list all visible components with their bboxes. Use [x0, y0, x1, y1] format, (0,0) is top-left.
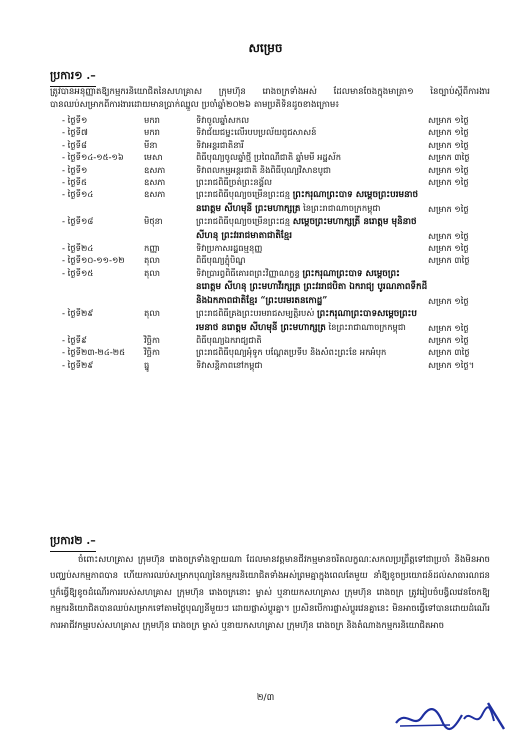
holiday-date: - ថ្ងៃទី១	[62, 164, 88, 175]
holiday-description	[196, 176, 428, 188]
holiday-month: មករា	[144, 115, 160, 125]
holiday-date: - ថ្ងៃទី៧	[62, 127, 88, 138]
holiday-leave-days: សម្រាក ១ថ្ងៃ	[428, 139, 469, 150]
article-2-text: ចំពោះសហគ្រាស ក្រុមហ៊ុន រោងចក្រទាំងឡាយណា ដែលមានវត្តមានជីវកម្មមានចរិតលក្ខណៈសកលប្រព្រឹត្តទៅជាប្រចាំ និងមិនអាចបញ្ឈប់សកម្មភាពបាន ហើយការឈប់សម្រាកបុណ្យនៃកម្មករនិយោជិតទាំងអស់ព្រមគ្នាក្នុងពេលតែមួយ នាំឱ្យខូចប្រយោជន៍ដល់សាធារណជន ឬក៏ធ្វើឱ្យខូចដំណើរការរបស់សហគ្រាស ក្រុមហ៊ុន រោងចក្រនោះ ម្ចាស់ ឬនាយកសហគ្រាស ក្រុមហ៊ុន រោងចក្រ ត្រូវរៀបចំបង្វិលវេនចែកឱ្យកម្មករនិយោជិតបានឈប់សម្រាកទៅតាមថ្ងៃបុណ្យនីមួយៗ ដោយផ្លាស់ប្តូរគ្នា។ ប្រសិនបើការផ្លាស់ប្តូរវេនគ្នានេះ មិនអាចធ្វើទៅបានដោយដំណើរការអាជីវកម្មរបស់សហគ្រាស ក្រុមហ៊ុន រោងចក្រ ម្ចាស់ ឬនាយកសហគ្រាស ក្រុមហ៊ុន រោងចក្រ និងតំណាងកម្មករនិយោជិតអាច	[50, 555, 490, 631]
holiday-leave-days: សម្រាក ១ថ្ងៃ	[428, 164, 469, 175]
holiday-row	[62, 359, 492, 371]
holiday-month: មីនា	[144, 139, 158, 150]
holiday-description	[196, 126, 428, 138]
page-number: ២/៣	[256, 693, 275, 703]
holiday-date: - ថ្ងៃទី៨	[62, 139, 87, 150]
holiday-description	[196, 346, 428, 358]
holiday-month: តុលា	[144, 255, 160, 266]
holiday-leave-days: សម្រាក ១ថ្ងៃ	[428, 295, 469, 306]
holiday-month: ឧសភា	[144, 177, 166, 188]
holiday-leave-days: សម្រាក ១ថ្ងៃ	[428, 322, 469, 333]
signature-mark	[392, 699, 507, 733]
document-title: សម្រេច	[248, 41, 283, 55]
holiday-description	[196, 359, 428, 371]
holiday-row	[62, 346, 492, 358]
holiday-description	[196, 242, 428, 254]
holiday-row	[62, 307, 492, 334]
holiday-leave-days: សម្រាក ១ថ្ងៃ	[428, 243, 469, 254]
holiday-month: តុលា	[144, 308, 160, 319]
holiday-row	[62, 254, 492, 266]
holiday-month: វិច្ឆិកា	[144, 347, 160, 358]
holiday-description-text: ពិធីបុណ្យឯករាជ្យជាតិ	[196, 334, 262, 345]
holiday-date: - ថ្ងៃទី១៨	[62, 216, 94, 227]
holiday-month: មេសា	[144, 152, 163, 163]
holiday-description	[196, 139, 428, 151]
holiday-description-text: ពិធីបុណ្យភ្ជុំបិណ្ឌ	[196, 255, 246, 266]
holiday-leave-days: សម្រាក ៣ថ្ងៃ	[428, 152, 470, 163]
holiday-month: ធ្នូ	[144, 359, 150, 370]
holiday-description-text: ទិវាចូលឆ្នាំសកល	[196, 115, 250, 125]
holiday-description-text: ទិវាអន្តរជាតិនារី	[196, 139, 244, 150]
article-2-heading: ប្រការ២ .–	[50, 534, 96, 550]
article-1-heading: ប្រការ១ .–	[50, 69, 96, 85]
holiday-month: តុលា	[144, 267, 160, 278]
holiday-date: - ថ្ងៃទី២៩	[62, 308, 94, 319]
holiday-description-text: ទិវាសន្តិភាពនៅកម្ពុជា	[196, 359, 263, 370]
holiday-description	[196, 267, 428, 307]
holiday-row	[62, 334, 492, 346]
article-1-intro: ត្រូវបានអនុញ្ញាតឱ្យកម្មករនិយោជិតនៃសហគ្រាស ក្រុមហ៊ុន រោងចក្រទាំងអស់ ដែលមានចែងក្នុងមាត្រា១ នៃច្បាប់ស្តីពីការងារ បានឈប់សម្រាកពីការងារដោយមានប្រាក់ឈ្នួល ប្រចាំឆ្នាំ២០២៦ តាមប្រតិទិនដូចខាងក្រោម៖	[50, 87, 490, 110]
holiday-row	[62, 176, 492, 188]
holiday-description	[196, 114, 428, 126]
holiday-description-text: ទិវាប្រារព្ធពិធីគោរពព្រះវិញ្ញាណក្ខន្ធ	[196, 267, 303, 278]
holiday-month: វិច្ឆិកា	[144, 334, 160, 345]
holiday-leave-days: សម្រាក ១ថ្ងៃ	[428, 127, 469, 138]
holiday-leave-days: សម្រាក ១ថ្ងៃ	[428, 115, 469, 125]
holiday-description	[196, 164, 428, 176]
holiday-date: - ថ្ងៃទី២៤	[62, 243, 94, 254]
holiday-description-text: ព្រះរាជពិធីបុណ្យអុំទូក បណ្តែតប្រទីប និងសំពះព្រះខែ អកអំបុក	[196, 347, 387, 358]
holiday-date: - ថ្ងៃទី១៥	[62, 267, 94, 278]
holiday-royal-name: ព្រះករុណាព្រះបាទ សម្តេចព្រះបរមនាថ នរោត្តម សីហមុនី ព្រះមហាក្សត្រ	[196, 190, 419, 214]
holiday-description-text: ព្រះរាជពិធីបុណ្យចម្រើនព្រះជន្ម	[196, 216, 293, 227]
holiday-month: ឧសភា	[144, 189, 166, 200]
holiday-month: មិថុនា	[144, 216, 163, 227]
holiday-row	[62, 215, 492, 242]
holiday-description-text: ព្រះរាជពិធីបុណ្យចម្រើនព្រះជន្ម	[196, 189, 293, 200]
holiday-row	[62, 114, 492, 126]
holiday-date: - ថ្ងៃទី១	[62, 115, 88, 125]
holiday-row	[62, 126, 492, 138]
holiday-row	[62, 151, 492, 163]
holiday-description-text: ទិវាប្រកាសរដ្ឋធម្មនុញ្ញ	[196, 243, 263, 254]
holiday-row	[62, 188, 492, 215]
holiday-leave-days: សម្រាក ១ថ្ងៃ	[428, 177, 469, 188]
holiday-row	[62, 139, 492, 151]
holiday-description-text: ព្រះរាជពិធីច្រត់ព្រះនង្គ័ល	[196, 177, 272, 188]
holiday-description-text: ទិវាជ័យជម្នះលើរបបប្រល័យពូជសាសន៍	[196, 127, 317, 138]
holiday-leave-days: សម្រាក ៣ថ្ងៃ	[428, 255, 470, 266]
holiday-description	[196, 151, 428, 163]
holiday-leave-days: សម្រាក ១ថ្ងៃ	[428, 203, 469, 214]
holiday-description-tail: នៃព្រះរាជាណាចក្រកម្ពុជា	[325, 321, 406, 332]
holiday-description-text: ទិវាពលកម្មអន្តរជាតិ និងពិធីបុណ្យវិសាខបូជា	[196, 164, 331, 175]
holiday-leave-days: សម្រាក ១ថ្ងៃ	[428, 230, 469, 241]
holiday-description	[196, 188, 428, 215]
holiday-description	[196, 215, 428, 242]
holiday-description	[196, 307, 428, 334]
holiday-description-tail: នៃព្រះរាជាណាចក្រកម្ពុជា	[300, 202, 381, 213]
holiday-leave-days: សម្រាក ៣ថ្ងៃ	[428, 347, 470, 358]
holiday-month: ឧសភា	[144, 164, 166, 175]
holiday-royal-name: ព្រះករុណាព្រះបាទ សម្តេចព្រះ នរោត្តម សីហនុ ព្រះមហាវីរក្សត្រ ព្រះវររាជបិតា ឯករាជ្យ បូរណភាពទឹកដី និងឯកភាពជាតិខ្មែរ “ព្រះបរមរតនកោដ្ឋ”	[196, 268, 428, 306]
holiday-date: - ថ្ងៃទី៥	[62, 177, 87, 188]
holiday-description	[196, 334, 428, 346]
holiday-date: - ថ្ងៃទី២៣-២៤-២៥	[62, 347, 126, 358]
holiday-date: - ថ្ងៃទី៩	[62, 334, 87, 345]
holiday-leave-days: សម្រាក ១ថ្ងៃ	[428, 334, 469, 345]
holiday-royal-name: ព្រះករុណាព្រះបាទសម្តេចព្រះបរមនាថ នរោត្តម សីហមុនី ព្រះមហាក្សត្រ	[196, 309, 418, 333]
holiday-date: - ថ្ងៃទី១៤-១៥-១៦	[62, 152, 124, 163]
holiday-royal-name: សម្តេចព្រះមហាក្សត្រី នរោត្តម មុនិនាថ សីហនុ ព្រះវររាជមាតាជាតិខ្មែរ	[196, 217, 417, 241]
holiday-description-text: ព្រះរាជពិធីគ្រងព្រះបរមរាជសម្បត្តិរបស់	[196, 308, 318, 319]
holiday-month: កញ្ញា	[144, 243, 160, 254]
holiday-row	[62, 164, 492, 176]
holiday-date: - ថ្ងៃទី២៩	[62, 359, 94, 370]
holiday-date: - ថ្ងៃទី១០-១១-១២	[62, 255, 125, 266]
holiday-month: មករា	[144, 127, 160, 138]
holiday-description-text: ពិធីបុណ្យចូលឆ្នាំថ្មី ប្រពៃណីជាតិ ឆ្នាំមមី អដ្ឋស័ក	[196, 152, 342, 163]
holiday-table	[62, 114, 492, 371]
holiday-description	[196, 254, 428, 266]
holiday-leave-days: សម្រាក ១ថ្ងៃ។	[428, 359, 475, 370]
holiday-row	[62, 242, 492, 254]
holiday-row	[62, 267, 492, 307]
holiday-date: - ថ្ងៃទី១៤	[62, 189, 94, 200]
